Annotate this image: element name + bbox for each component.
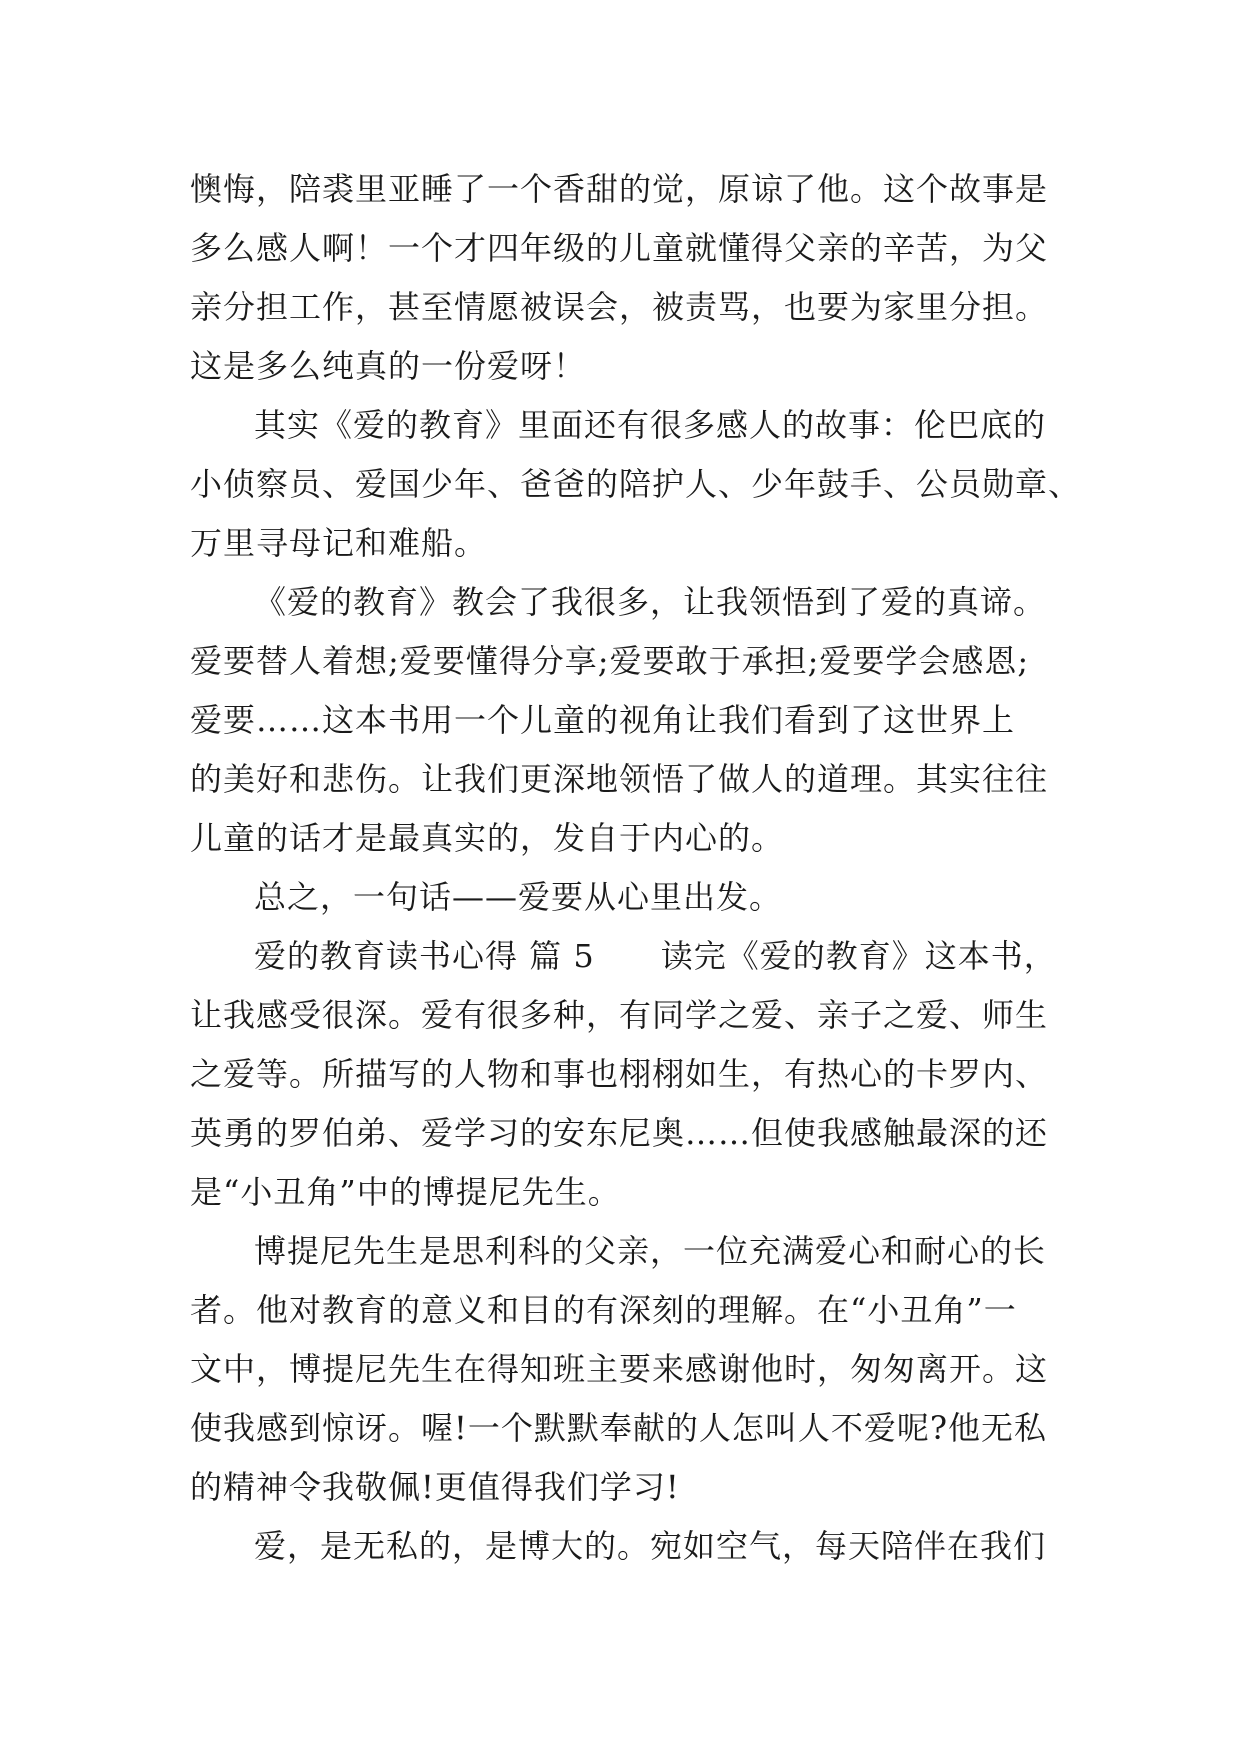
text-line-24: 爱，是无私的，是博大的。宛如空气，每天陪伴在我们 — [254, 1527, 1047, 1565]
text-line-18: 是“小丑角”中的博提尼先生。 — [190, 1173, 621, 1211]
text-line-9: 爱要替人着想;爱要懂得分享;爱要敢于承担;爱要学会感恩; — [190, 642, 1030, 680]
text-line-11: 的美好和悲伤。让我们更深地领悟了做人的道理。其实往往 — [190, 760, 1049, 798]
text-line-17: 英勇的罗伯弟、爱学习的安东尼奥……但使我感触最深的还 — [190, 1114, 1049, 1152]
text-line-1: 懊悔，陪裘里亚睡了一个香甜的觉，原谅了他。这个故事是 — [190, 170, 1049, 208]
text-line-23: 的精神令我敬佩!更值得我们学习! — [190, 1468, 680, 1506]
text-line-16: 之爱等。所描写的人物和事也栩栩如生，有热心的卡罗内、 — [190, 1055, 1049, 1093]
text-line-3: 亲分担工作，甚至情愿被误会，被责骂，也要为家里分担。 — [190, 288, 1049, 326]
text-line-4: 这是多么纯真的一份爱呀！ — [190, 347, 587, 385]
text-line-10: 爱要……这本书用一个儿童的视角让我们看到了这世界上 — [190, 701, 1016, 739]
text-line-2: 多么感人啊！一个才四年级的儿童就懂得父亲的辛苦，为父 — [190, 229, 1049, 267]
text-line-19: 博提尼先生是思利科的父亲，一位充满爱心和耐心的长 — [254, 1232, 1047, 1270]
text-line-7: 万里寻母记和难船。 — [190, 524, 488, 562]
text-line-8: 《爱的教育》教会了我很多，让我领悟到了爱的真谛。 — [254, 583, 1047, 621]
text-line-13: 总之，一句话——爱要从心里出发。 — [254, 878, 783, 916]
text-line-14: 爱的教育读书心得 篇 5 读完《爱的教育》这本书， — [254, 937, 1057, 975]
text-line-21: 文中，博提尼先生在得知班主要来感谢他时，匆匆离开。这 — [190, 1350, 1049, 1388]
text-line-6: 小侦察员、爱国少年、爸爸的陪护人、少年鼓手、公员勋章、 — [190, 465, 1082, 503]
text-line-20: 者。他对教育的意义和目的有深刻的理解。在“小丑角”一 — [190, 1291, 1017, 1329]
body-text — [190, 160, 1082, 1576]
text-line-12: 儿童的话才是最真实的，发自于内心的。 — [190, 819, 785, 857]
text-line-22: 使我感到惊讶。喔!一个默默奉献的人怎叫人不爱呢?他无私 — [190, 1409, 1048, 1447]
text-line-15: 让我感受很深。爱有很多种，有同学之爱、亲子之爱、师生 — [190, 996, 1049, 1034]
text-line-5: 其实《爱的教育》里面还有很多感人的故事：伦巴底的 — [254, 406, 1047, 444]
